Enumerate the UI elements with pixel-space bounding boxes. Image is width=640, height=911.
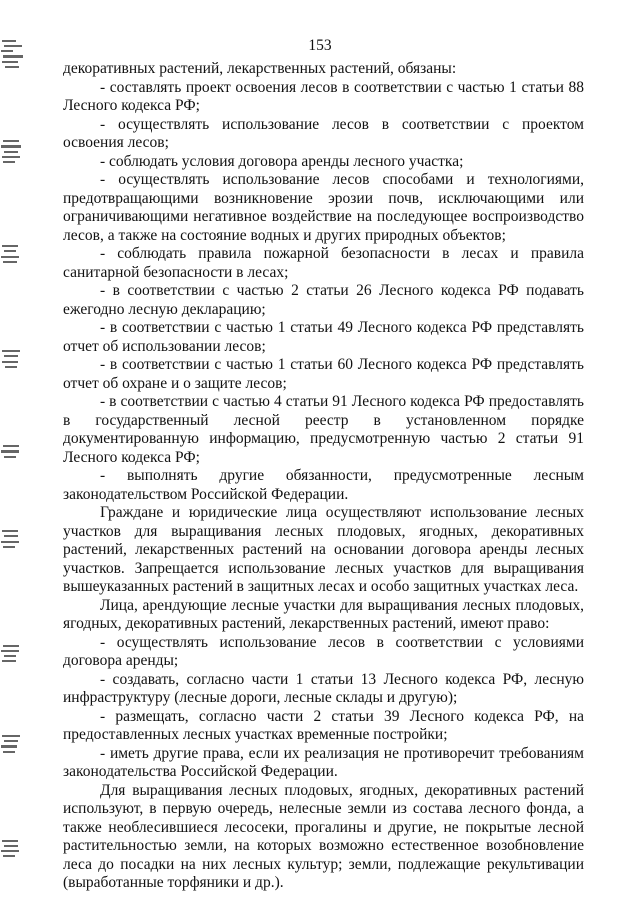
document-body	[63, 60, 584, 893]
paragraph-continuation: декоративных растений, лекарственных растений, обязаны:	[63, 60, 457, 77]
list-item: - выполнять другие обязанности, предусмотренные лесным законодательством Российской Федерации.	[63, 467, 584, 503]
list-item: - в соответствии с частью 1 статьи 49 Лесного кодекса РФ представлять отчет об использовании лесов;	[63, 319, 584, 355]
paragraph: Лица, арендующие лесные участки для выращивания лесных плодовых, ягодных, декоративных растений, лекарственных растений, имеют право:	[63, 596, 584, 632]
list-item: - осуществлять использование лесов способами и технологиями, предотвращающими возникновение эрозии почв, исключающими или ограничивающими негативное воздействие на последующее воспроизводство лесов, а также на состояние водных и других природных объектов;	[63, 171, 584, 244]
list-item: - осуществлять использование лесов в соответствии с условиями договора аренды;	[63, 633, 584, 669]
list-item: - размещать, согласно части 2 статьи 39 Лесного кодекса РФ, на предоставленных лесных участках временные постройки;	[63, 707, 584, 743]
list-item: - иметь другие права, если их реализация не противоречит требованиям законодательства Российской Федерации.	[63, 744, 584, 780]
list-item: - в соответствии с частью 1 статьи 60 Лесного кодекса РФ представлять отчет об охране и о защите лесов;	[63, 356, 584, 392]
list-item: - осуществлять использование лесов в соответствии с проектом освоения лесов;	[63, 115, 584, 151]
paragraph: Граждане и юридические лица осуществляют использование лесных участков для выращивания лесных плодовых, ягодных, декоративных растений, лекарственных растений на основании договора аренды лесных участков. Запрещается использование лесных участков для выращивания вышеуказанных растений в защитных лесах и особо защитных участках леса.	[63, 504, 584, 595]
list-item: - составлять проект освоения лесов в соответствии с частью 1 статьи 88 Лесного кодекса РФ;	[63, 78, 584, 114]
page-number: 153	[308, 37, 332, 54]
list-item: - соблюдать правила пожарной безопасности в лесах и правила санитарной безопасности в лесах;	[63, 245, 584, 281]
scan-edge-marks	[0, 0, 30, 911]
list-item: - в соответствии с частью 4 статьи 91 Лесного кодекса РФ предоставлять в государственный лесной реестр в установленном порядке документированную информацию, предусмотренную частью 2 статьи 91 Лесного кодекса РФ;	[63, 393, 584, 466]
list-item: - создавать, согласно части 1 статьи 13 Лесного кодекса РФ, лесную инфраструктуру (лесные дороги, лесные склады и другую);	[63, 670, 584, 706]
list-item: - в соответствии с частью 2 статьи 26 Лесного кодекса РФ подавать ежегодно лесную декларацию;	[63, 282, 584, 318]
list-item: - соблюдать условия договора аренды лесного участка;	[100, 152, 464, 170]
paragraph: Для выращивания лесных плодовых, ягодных, декоративных растений используют, в первую очередь, нелесные земли из состава лесного фонда, а также необлесившиеся лесосеки, прогалины и другие, не покрытые лесной растительностью земли, на которых возможно естественное возобновление леса до посадки на них лесных культур; земли, подлежащие рекультивации (выработанные торфяники и др.).	[63, 781, 584, 891]
